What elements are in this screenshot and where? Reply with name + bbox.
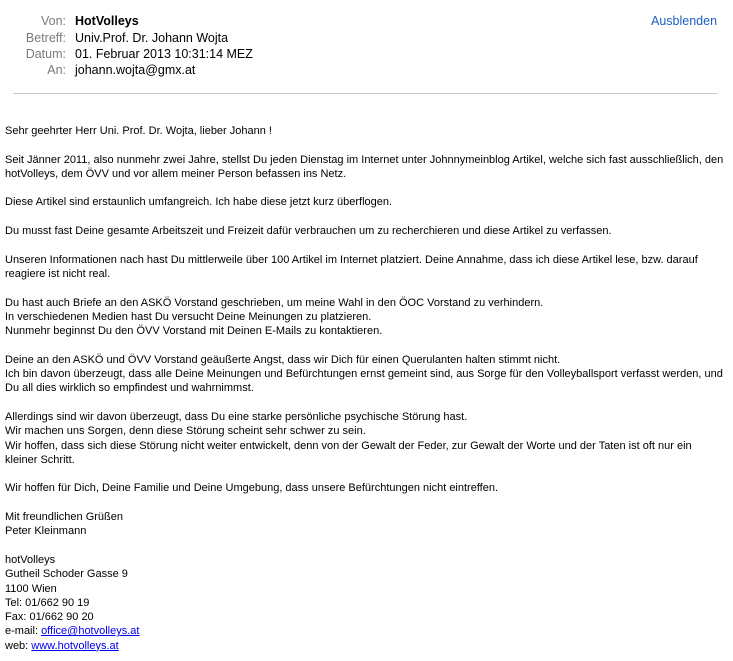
to-label: An: [47, 63, 66, 77]
website-link[interactable]: www.hotvolleys.at [31, 639, 119, 652]
message-body [5, 124, 729, 653]
paragraph-8: Wir hoffen für Dich, Deine Familie und Deine Umgebung, dass unsere Befürchtungen nicht eintreffen. [5, 482, 499, 495]
message-header [0, 0, 733, 95]
signature-tel: Tel: 01/662 90 19 [5, 596, 90, 609]
signature-web-line: web: www.hotvolleys.at [5, 639, 119, 652]
header-divider [13, 93, 717, 94]
paragraph-4: Unseren Informationen nach hast Du mittlerweile über 100 Artikel im Internet platziert. Deine Annahme, dass ich diese Artikel lese, bzw. darauf reagiere ist nicht real. [5, 253, 698, 280]
signature-fax: Fax: 01/662 90 20 [5, 611, 94, 624]
closing: Mit freundlichen Grüßen Peter Kleinmann [5, 511, 123, 538]
hide-header-link[interactable]: Ausblenden [651, 14, 718, 28]
paragraph-2: Diese Artikel sind erstaunlich umfangreich. Ich habe diese jetzt kurz überflogen. [5, 196, 393, 209]
subject-label: Betreff: [25, 31, 66, 45]
greeting: Sehr geehrter Herr Uni. Prof. Dr. Wojta, lieber Johann ! [5, 125, 272, 137]
signature-block [5, 553, 729, 653]
signature-email-line: e-mail: office@hotvolleys.at [5, 625, 140, 638]
paragraph-5: Du hast auch Briefe an den ASKÖ Vorstand geschrieben, um meine Wahl in den ÖOC Vorstand zu verhindern. In verschiedenen Medien hast Du versucht Deine Meinungen zu platzieren. Nunmehr beginnst Du den ÖVV Vorstand mit Deinen E-Mails zu kontaktieren. [5, 296, 544, 338]
date-value: 01. Februar 2013 10:31:14 MEZ [75, 47, 253, 61]
email-link[interactable]: office@hotvolleys.at [41, 625, 140, 638]
from-value[interactable]: HotVolleys [75, 14, 139, 28]
paragraph-3: Du musst fast Deine gesamte Arbeitszeit und Freizeit dafür verbrauchen um zu recherchieren und diese Artikel zu verfassen. [5, 225, 612, 238]
signature-street: Gutheil Schoder Gasse 9 [5, 568, 128, 581]
signature-city: 1100 Wien [5, 582, 57, 595]
from-label: Von: [40, 14, 66, 28]
date-label: Datum: [25, 47, 66, 61]
signature-org: hotVolleys [5, 553, 56, 566]
to-value[interactable]: johann.wojta@gmx.at [75, 63, 196, 77]
paragraph-7: Allerdings sind wir davon überzeugt, dass Du eine starke persönliche psychische Störung hast. Wir machen uns Sorgen, denn diese Störung scheint sehr schwer zu sein. Wir hoffen, dass sich diese Störung nicht weiter entwickelt, denn von der Gewalt der Feder, zur Gewalt der Worte und der Taten ist oft nur ein kleiner Schritt. [5, 410, 692, 466]
paragraph-6: Deine an den ASKÖ und ÖVV Vorstand geäußerte Angst, dass wir Dich für einen Querulanten halten stimmt nicht. Ich bin davon überzeugt, dass alle Deine Meinungen und Befürchtungen ernst gemeint sind, aus Sorge für den Volleyballsport verfasst werden, und Du all dies wirklich so empfindest und wahrnimmst. [5, 353, 723, 395]
subject-value: Univ.Prof. Dr. Johann Wojta [75, 31, 229, 45]
paragraph-1: Seit Jänner 2011, also nunmehr zwei Jahre, stellst Du jeden Dienstag im Internet unter Johnnymeinblog Artikel, welche sich fast ausschließlich, den hotVolleys, dem ÖVV und vor allem meiner Person befassen ins Netz. [5, 153, 724, 180]
